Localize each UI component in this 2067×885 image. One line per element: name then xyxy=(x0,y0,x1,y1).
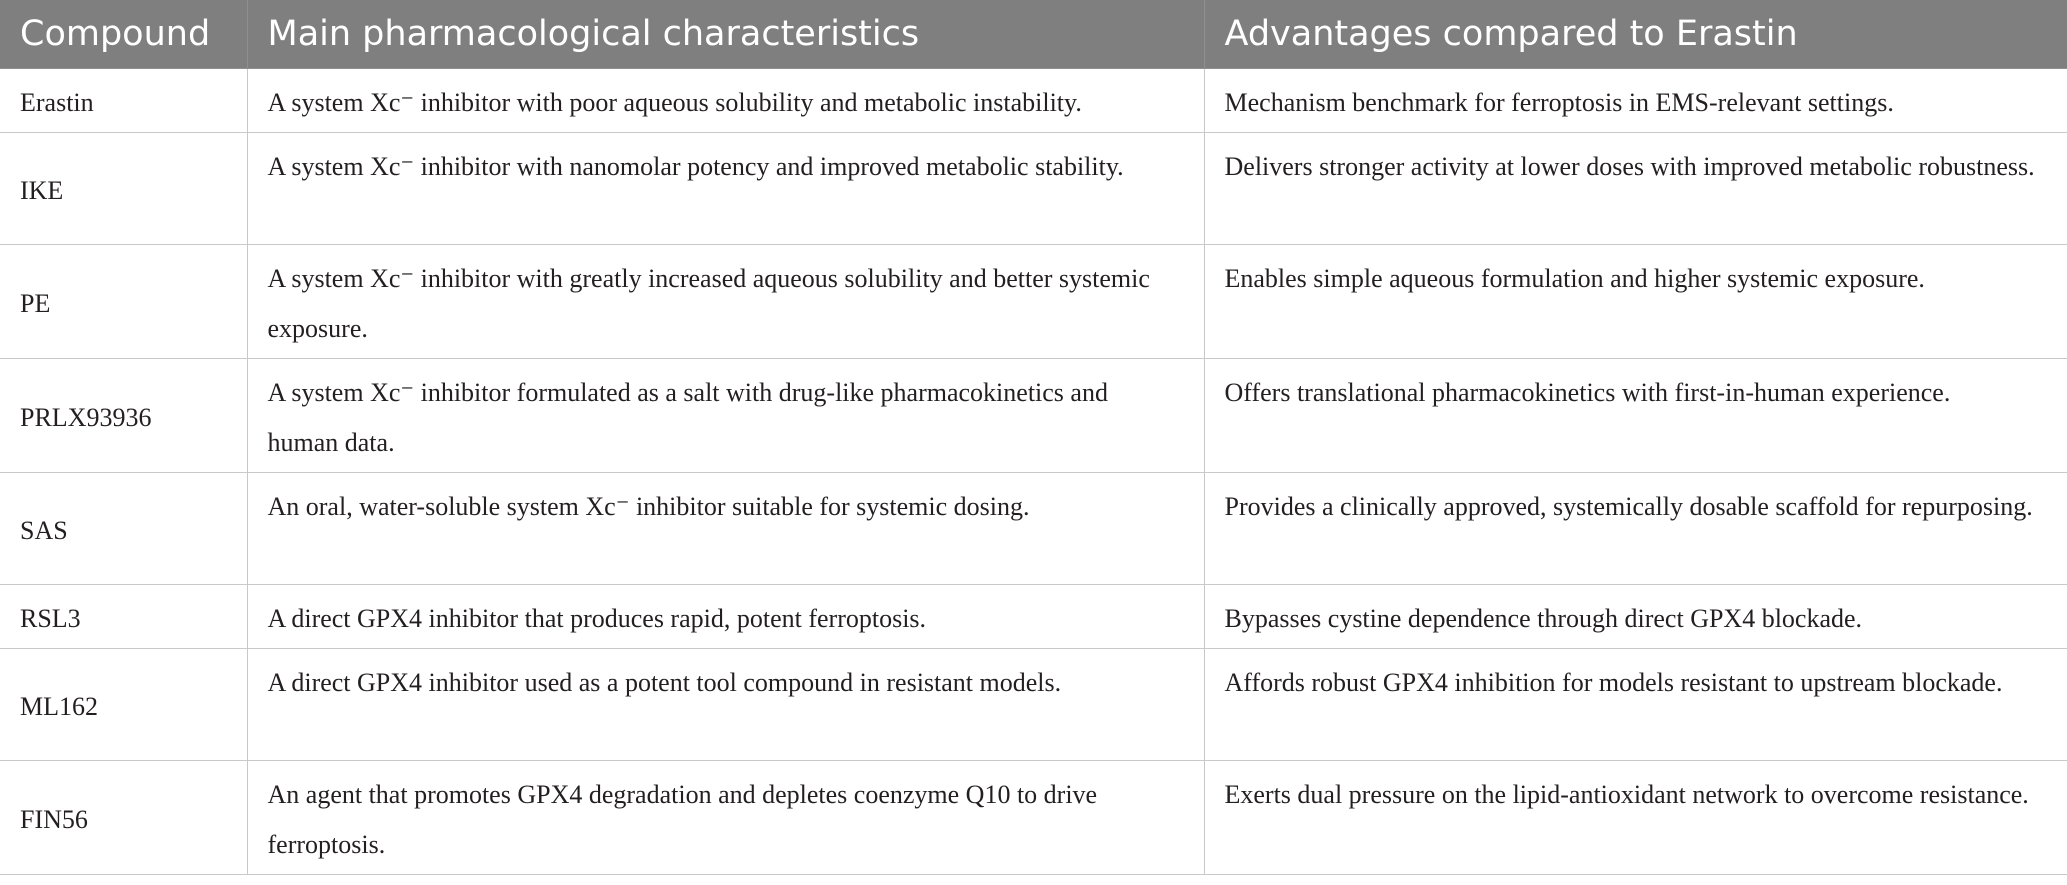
advantages-cell: Affords robust GPX4 inhibition for models resistant to upstream blockade. xyxy=(1204,649,2067,761)
table-row xyxy=(0,359,2067,473)
table-body xyxy=(0,69,2067,875)
advantages-cell: Mechanism benchmark for ferroptosis in EMS-relevant settings. xyxy=(1204,69,2067,133)
advantages-cell: Bypasses cystine dependence through direct GPX4 blockade. xyxy=(1204,585,2067,649)
compound-cell: Erastin xyxy=(0,69,247,133)
table-row xyxy=(0,585,2067,649)
characteristics-cell: A system Xc⁻ inhibitor formulated as a salt with drug-like pharmacokinetics and human data. xyxy=(247,359,1204,473)
compound-cell: FIN56 xyxy=(0,761,247,875)
advantages-cell: Offers translational pharmacokinetics with first-in-human experience. xyxy=(1204,359,2067,473)
table-row xyxy=(0,133,2067,245)
table-row xyxy=(0,761,2067,875)
advantages-cell: Delivers stronger activity at lower doses with improved metabolic robustness. xyxy=(1204,133,2067,245)
characteristics-cell: An agent that promotes GPX4 degradation and depletes coenzyme Q10 to drive ferroptosis. xyxy=(247,761,1204,875)
table-header xyxy=(0,0,2067,69)
characteristics-cell: A direct GPX4 inhibitor used as a potent tool compound in resistant models. xyxy=(247,649,1204,761)
table-row xyxy=(0,245,2067,359)
characteristics-cell: A system Xc⁻ inhibitor with greatly increased aqueous solubility and better systemic exposure. xyxy=(247,245,1204,359)
compound-cell: PE xyxy=(0,245,247,359)
table-row xyxy=(0,69,2067,133)
characteristics-cell: An oral, water-soluble system Xc⁻ inhibitor suitable for systemic dosing. xyxy=(247,473,1204,585)
advantages-cell: Provides a clinically approved, systemically dosable scaffold for repurposing. xyxy=(1204,473,2067,585)
compound-cell: SAS xyxy=(0,473,247,585)
advantages-cell: Enables simple aqueous formulation and higher systemic exposure. xyxy=(1204,245,2067,359)
table-row xyxy=(0,473,2067,585)
header-advantages: Advantages compared to Erastin xyxy=(1204,0,2067,69)
advantages-cell: Exerts dual pressure on the lipid-antioxidant network to overcome resistance. xyxy=(1204,761,2067,875)
characteristics-cell: A system Xc⁻ inhibitor with nanomolar potency and improved metabolic stability. xyxy=(247,133,1204,245)
header-compound: Compound xyxy=(0,0,247,69)
header-characteristics: Main pharmacological characteristics xyxy=(247,0,1204,69)
compound-cell: PRLX93936 xyxy=(0,359,247,473)
compound-cell: RSL3 xyxy=(0,585,247,649)
characteristics-cell: A system Xc⁻ inhibitor with poor aqueous solubility and metabolic instability. xyxy=(247,69,1204,133)
compound-cell: IKE xyxy=(0,133,247,245)
header-row xyxy=(0,0,2067,69)
compound-cell: ML162 xyxy=(0,649,247,761)
table-row xyxy=(0,649,2067,761)
characteristics-cell: A direct GPX4 inhibitor that produces rapid, potent ferroptosis. xyxy=(247,585,1204,649)
